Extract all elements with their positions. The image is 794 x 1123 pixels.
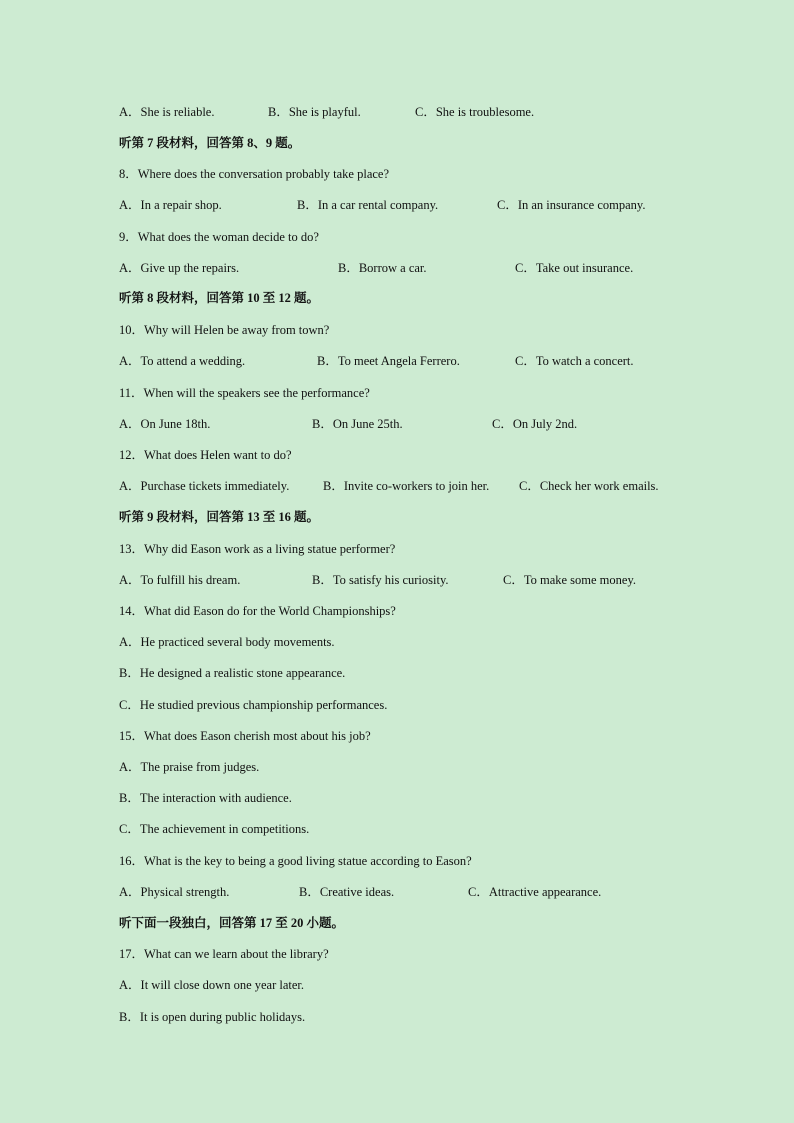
section-heading-9: 听第 9 段材料，回答第 13 至 16 题。 [119,510,320,524]
option-a: A．The praise from judges. [119,760,260,774]
option-c: C．On July 2nd. [492,417,578,431]
option-b: B．To meet Angela Ferrero. [317,354,460,368]
question-15: 15．What does Eason cherish most about his job? [119,729,371,743]
option-b: B．The interaction with audience. [119,791,292,805]
question-17: 17．What can we learn about the library? [119,947,329,961]
option-a: A．In a repair shop. [119,198,222,212]
section-heading-8: 听第 8 段材料，回答第 10 至 12 题。 [119,291,320,305]
option-c: C．Attractive appearance. [468,885,602,899]
option-b: B．Borrow a car. [338,261,427,275]
option-a: A．To fulfill his dream. [119,573,241,587]
option-c: C．Take out insurance. [515,261,634,275]
question-14: 14．What did Eason do for the World Championships? [119,604,396,618]
option-a: A．She is reliable. [119,105,215,119]
question-16: 16．What is the key to being a good living statue according to Eason? [119,854,472,868]
option-c: C．In an insurance company. [497,198,646,212]
option-a: A．He practiced several body movements. [119,635,335,649]
option-c: C．Check her work emails. [519,479,659,493]
question-12: 12．What does Helen want to do? [119,448,292,462]
option-a: A．Physical strength. [119,885,230,899]
section-heading-7: 听第 7 段材料，回答第 8、9 题。 [119,136,301,150]
option-a: A．On June 18th. [119,417,211,431]
option-a: A．To attend a wedding. [119,354,246,368]
option-b: B．Invite co-workers to join her. [323,479,490,493]
option-c: C．He studied previous championship performances. [119,698,388,712]
question-11: 11．When will the speakers see the performance? [119,386,370,400]
option-c: C．To make some money. [503,573,637,587]
option-b: B．It is open during public holidays. [119,1010,306,1024]
option-a: A．Purchase tickets immediately. [119,479,290,493]
question-8: 8．Where does the conversation probably take place? [119,167,390,181]
option-b: B．In a car rental company. [297,198,439,212]
option-a: A．It will close down one year later. [119,978,305,992]
option-c: C．She is troublesome. [415,105,535,119]
question-13: 13．Why did Eason work as a living statue performer? [119,542,396,556]
option-b: B．Creative ideas. [299,885,395,899]
option-a: A．Give up the repairs. [119,261,240,275]
option-b: B．On June 25th. [312,417,403,431]
option-b: B．He designed a realistic stone appearance. [119,666,346,680]
option-c: C．The achievement in competitions. [119,822,310,836]
option-b: B．She is playful. [268,105,361,119]
section-heading-monologue: 听下面一段独白，回答第 17 至 20 小题。 [119,916,345,930]
option-b: B．To satisfy his curiosity. [312,573,449,587]
question-10: 10．Why will Helen be away from town? [119,323,330,337]
option-c: C．To watch a concert. [515,354,634,368]
question-9: 9．What does the woman decide to do? [119,230,319,244]
